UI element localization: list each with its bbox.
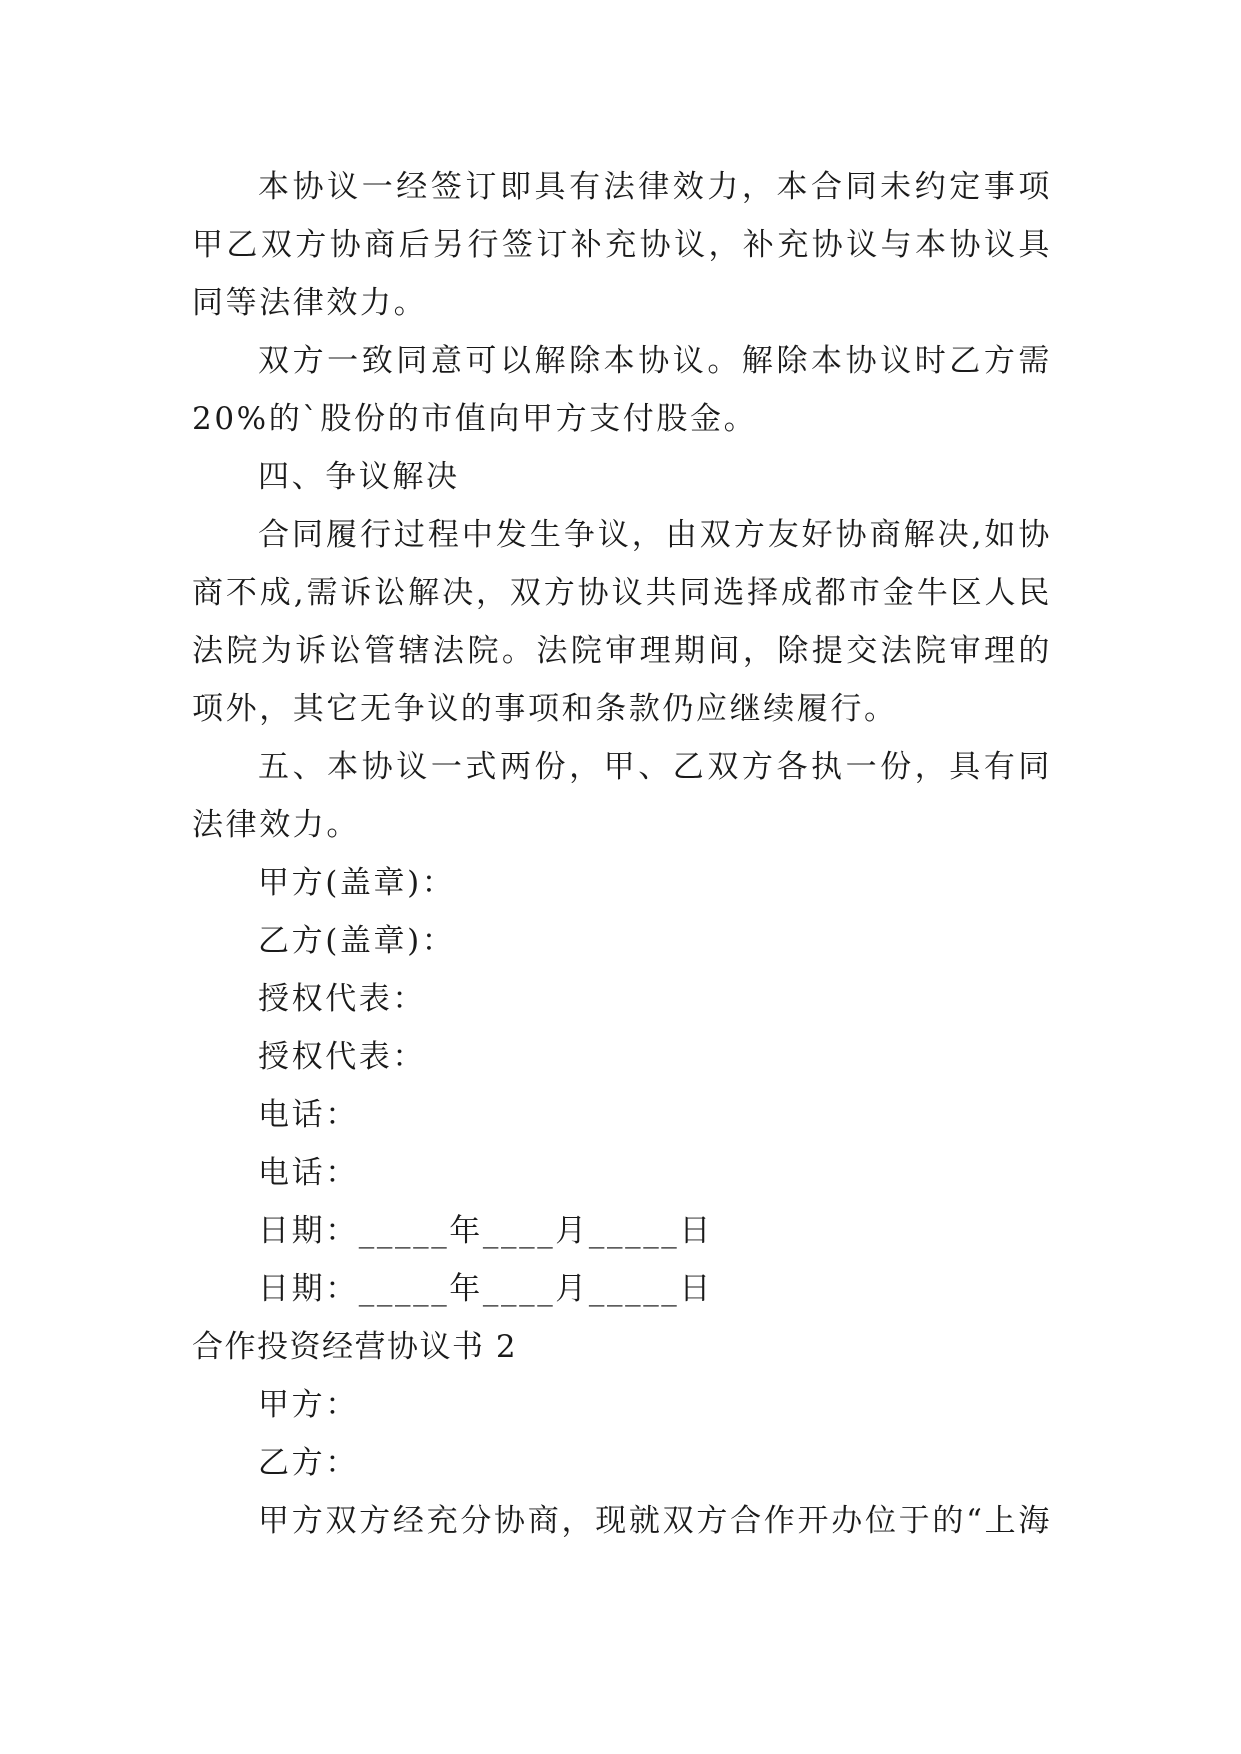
- paragraph-line: 法院为诉讼管辖法院。法院审理期间，除提交法院审理的: [192, 633, 1052, 669]
- paragraph-line: 甲方双方经充分协商，现就双方合作开办位于的“上海: [258, 1503, 1052, 1539]
- paragraph-line: 项外，其它无争议的事项和条款仍应继续履行。: [192, 691, 898, 727]
- paragraph-line: 法律效力。: [192, 807, 360, 843]
- date-label: 日期：_____年____月_____日: [258, 1213, 713, 1249]
- party-a-seal-label: 甲方(盖章)：: [258, 865, 456, 901]
- paragraph-line: 五、本协议一式两份，甲、乙双方各执一份，具有同: [258, 749, 1052, 785]
- paragraph-line: 合同履行过程中发生争议，由双方友好协商解决,如协: [258, 517, 1052, 553]
- party-b-label: 乙方：: [258, 1445, 359, 1481]
- paragraph-line: 同等法律效力。: [192, 285, 428, 321]
- date-label: 日期：_____年____月_____日: [258, 1271, 713, 1307]
- paragraph-line: 甲乙双方协商后另行签订补充协议，补充协议与本协议具: [192, 227, 1052, 263]
- phone-label: 电话：: [258, 1155, 359, 1191]
- document-title: 合作投资经营协议书 2: [192, 1329, 518, 1365]
- paragraph-line: 双方一致同意可以解除本协议。解除本协议时乙方需: [258, 343, 1052, 379]
- paragraph-line: 商不成,需诉讼解决，双方协议共同选择成都市金牛区人民: [192, 575, 1052, 611]
- party-a-label: 甲方：: [258, 1387, 359, 1423]
- section-heading: 四、争议解决: [258, 459, 460, 495]
- authorized-rep-label: 授权代表：: [258, 1039, 426, 1075]
- party-b-seal-label: 乙方(盖章)：: [258, 923, 456, 959]
- phone-label: 电话：: [258, 1097, 359, 1133]
- paragraph-line: 20%的`股份的市值向甲方支付股金。: [192, 401, 758, 437]
- authorized-rep-label: 授权代表：: [258, 981, 426, 1017]
- paragraph-line: 本协议一经签订即具有法律效力，本合同未约定事项: [258, 169, 1052, 205]
